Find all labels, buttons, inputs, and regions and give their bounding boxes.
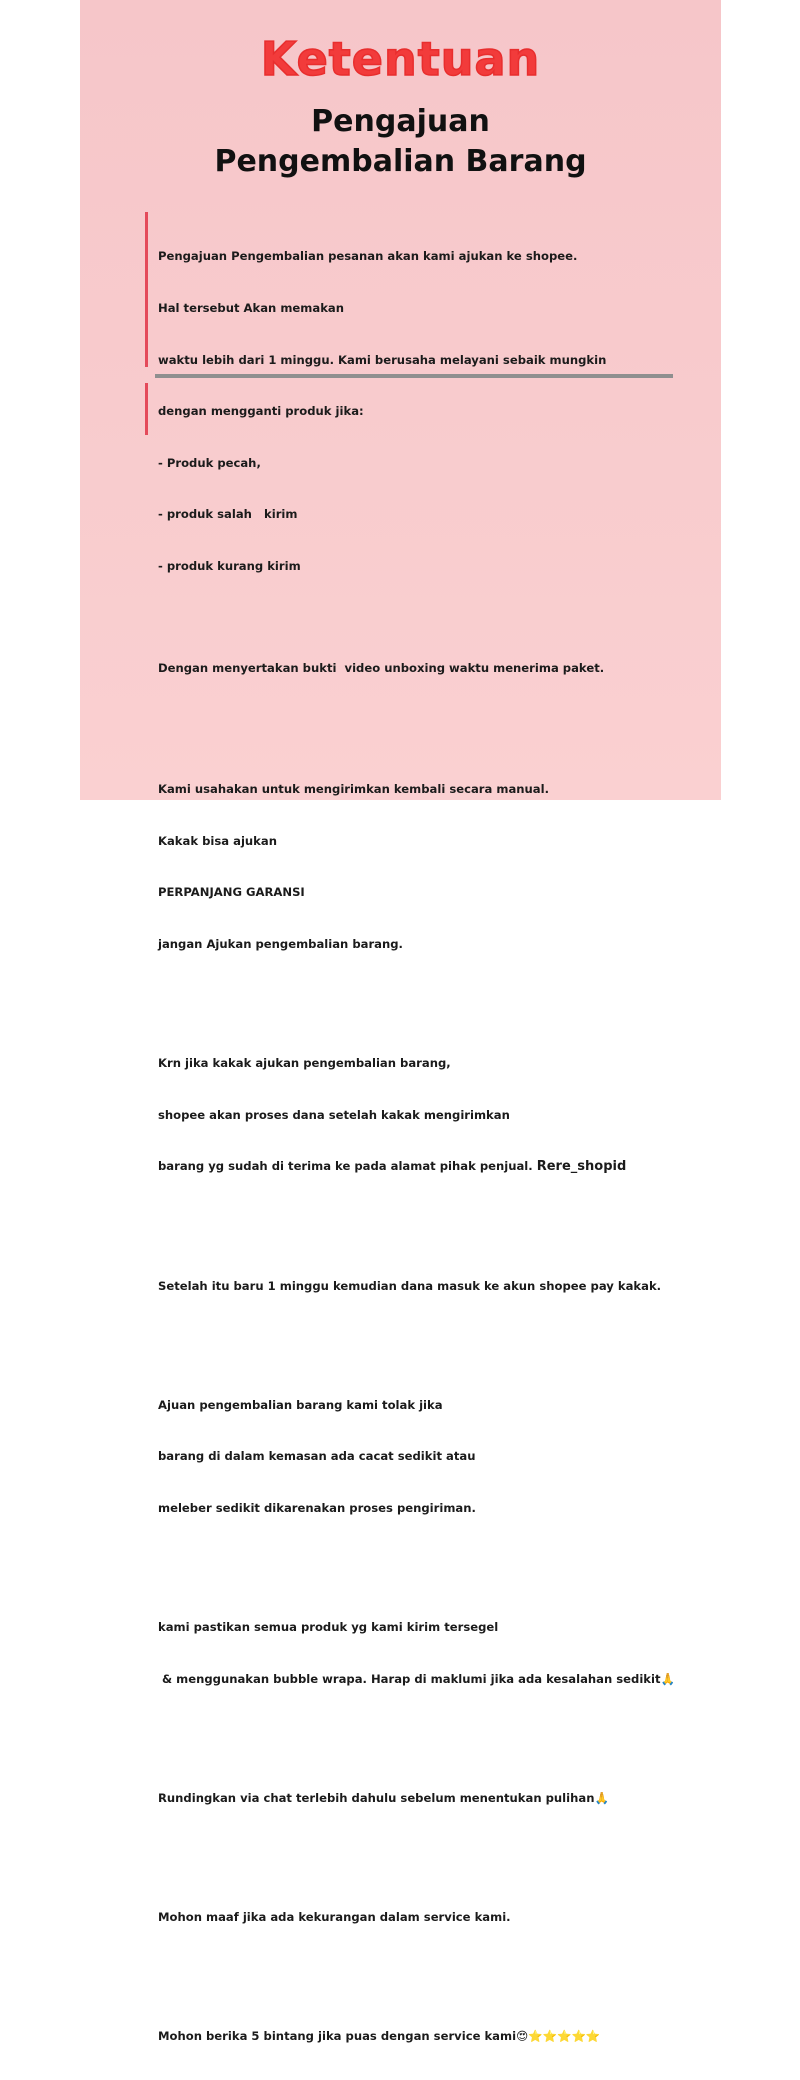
poster <box>80 0 721 2044</box>
pray-icon: 🙏 <box>594 1790 609 1805</box>
terms-line: dengan mengganti produk jika: <box>158 404 364 419</box>
page-title: Ketentuan <box>260 32 541 86</box>
shop-name: Rere_shopid <box>536 1159 627 1175</box>
terms-line-text: & menggunakan bubble wrapa. Harap di maklumi jika ada kesalahan sedikit <box>158 1671 661 1686</box>
pray-icon: 🙏 <box>660 1671 675 1686</box>
terms-line <box>158 1671 703 1688</box>
terms-line: Setelah itu baru 1 minggu kemudian dana masuk ke akun shopee pay kakak. <box>158 1278 662 1293</box>
evidence-line: Dengan menyertakan bukti video unboxing waktu menerima paket. <box>158 660 605 675</box>
terms-line: Kakak bisa ajukan <box>158 833 277 848</box>
terms-line: - produk salah kirim <box>158 507 298 522</box>
terms-line-text: Rundingkan via chat terlebih dahulu sebelum menentukan pulihan <box>158 1790 595 1805</box>
terms-line: Pengajuan Pengembalian pesanan akan kami ajukan ke shopee. <box>158 249 578 264</box>
terms-line <box>158 1158 703 1175</box>
terms-line: Mohon maaf jika ada kekurangan dalam service kami. <box>158 1910 511 1925</box>
terms-line: Ajuan pengembalian barang kami tolak jika <box>158 1397 443 1412</box>
terms-line: jangan Ajukan pengembalian barang. <box>158 936 403 951</box>
terms-line: barang di dalam kemasan ada cacat sedikit atau <box>158 1449 476 1464</box>
terms-line: Hal tersebut Akan memakan <box>158 301 344 315</box>
terms-line: Krn jika kakak ajukan pengembalian barang, <box>158 1056 451 1071</box>
subtitle-line-1: Pengajuan <box>311 104 490 139</box>
terms-line: kami pastikan semua produk yg kami kirim tersegel <box>158 1620 499 1635</box>
terms-line-text: Mohon berika 5 bintang jika puas dengan service kami <box>158 2029 517 2044</box>
terms-line-text: barang yg sudah di terima ke pada alamat pihak penjual. <box>158 1159 533 1174</box>
terms-line: meleber sedikit dikarenakan proses pengiriman. <box>158 1500 476 1515</box>
terms-line <box>158 2028 703 2045</box>
terms-line: shopee akan proses dana setelah kakak mengirimkan <box>158 1107 510 1122</box>
terms-body <box>158 214 703 2080</box>
star-rating-icon: 😍⭐⭐⭐⭐⭐ <box>516 2029 601 2044</box>
terms-line <box>158 1790 703 1807</box>
terms-line: - Produk pecah, <box>158 455 261 470</box>
subtitle-line-2: Pengembalian Barang <box>214 144 587 179</box>
accent-bar-2 <box>145 383 148 435</box>
terms-line: Kami usahakan untuk mengirimkan kembali secara manual. <box>158 782 549 797</box>
terms-line: PERPANJANG GARANSI <box>158 885 305 900</box>
accent-bar-1 <box>145 212 148 367</box>
terms-line: waktu lebih dari 1 minggu. Kami berusaha melayani sebaik mungkin <box>158 352 607 367</box>
terms-line: - produk kurang kirim <box>158 558 301 573</box>
